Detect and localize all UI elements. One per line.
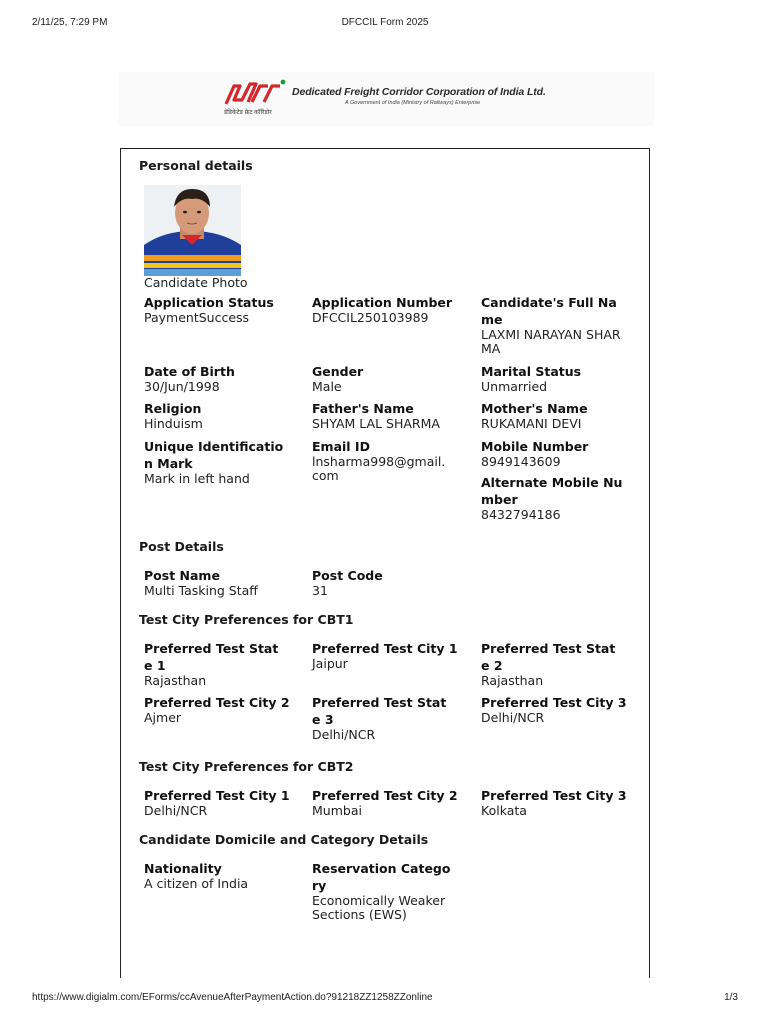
field-identification-mark [144, 438, 284, 486]
field-label: Father's Name [312, 401, 414, 416]
print-header [32, 17, 738, 31]
field-label: Gender [312, 364, 364, 379]
field-label: Reservation Category [312, 861, 451, 893]
field-cbt1-state-3 [312, 694, 454, 742]
field-full-name [481, 294, 623, 356]
section-title-personal: Personal details [139, 158, 253, 173]
field-value: lnsharma998@gmail.com [312, 454, 446, 483]
field-marital-status [481, 363, 631, 394]
field-value: Rajasthan [144, 673, 207, 688]
field-value: Unmarried [481, 379, 548, 394]
field-label: Email ID [312, 439, 370, 454]
logo-banner [118, 72, 654, 126]
field-value: Multi Tasking Staff [144, 583, 258, 598]
page-url-link[interactable]: https://www.digialm.com/EForms/ccAvenueAfterPaymentAction.do?91218ZZ1258ZZonline [32, 992, 433, 1003]
photo-caption: Candidate Photo [144, 275, 248, 290]
field-value: Hinduism [144, 416, 203, 431]
page-number: 1/3 [724, 992, 738, 1003]
field-label: Preferred Test City 1 [312, 641, 458, 656]
field-fathers-name [312, 400, 462, 431]
field-religion [144, 400, 294, 431]
field-value: Rajasthan [481, 673, 544, 688]
field-value: Delhi/NCR [144, 803, 208, 818]
candidate-photo-image [144, 185, 241, 276]
field-label: Application Number [312, 295, 453, 310]
field-value: Delhi/NCR [312, 727, 376, 742]
organization-name: Dedicated Freight Corridor Corporation of India Ltd. [292, 86, 546, 98]
field-cbt1-state-2 [481, 640, 623, 688]
field-value: Economically Weaker Sections (EWS) [312, 893, 446, 922]
field-value: Kolkata [481, 803, 527, 818]
field-value: Ajmer [144, 710, 182, 725]
field-cbt1-state-1 [144, 640, 286, 688]
field-value: Mark in left hand [144, 471, 250, 486]
section-title-cbt1: Test City Preferences for CBT1 [139, 612, 354, 627]
field-label: Preferred Test State 1 [144, 641, 279, 673]
field-label: Preferred Test State 2 [481, 641, 616, 673]
field-cbt1-city-1 [312, 640, 462, 671]
field-label: Preferred Test City 2 [312, 788, 458, 803]
field-value: 8432794186 [481, 507, 561, 522]
field-label: Preferred Test State 3 [312, 695, 447, 727]
section-title-cbt2: Test City Preferences for CBT2 [139, 759, 354, 774]
field-label: Marital Status [481, 364, 582, 379]
field-label: Application Status [144, 295, 274, 310]
field-cbt1-city-2 [144, 694, 294, 725]
field-label: Preferred Test City 2 [144, 695, 290, 710]
field-value: Jaipur [312, 656, 348, 671]
field-cbt2-city-3 [481, 787, 631, 818]
field-mobile-number [481, 438, 631, 469]
field-value: A citizen of India [144, 876, 249, 891]
field-alternate-mobile [481, 474, 623, 522]
section-title-domicile: Candidate Domicile and Category Details [139, 832, 429, 847]
field-label: Preferred Test City 1 [144, 788, 290, 803]
print-footer [32, 992, 738, 1006]
field-value: 8949143609 [481, 454, 561, 469]
field-nationality [144, 860, 294, 891]
field-value: RUKAMANI DEVI [481, 416, 582, 431]
field-label: Religion [144, 401, 202, 416]
field-cbt2-city-2 [312, 787, 462, 818]
field-value: 31 [312, 583, 328, 598]
field-value: 30/Jun/1998 [144, 379, 220, 394]
field-value: Mumbai [312, 803, 362, 818]
field-value: Delhi/NCR [481, 710, 545, 725]
field-label: Nationality [144, 861, 222, 876]
field-gender [312, 363, 462, 394]
field-value: DFCCIL250103989 [312, 310, 429, 325]
field-value: PaymentSuccess [144, 310, 250, 325]
field-label: Preferred Test City 3 [481, 788, 627, 803]
print-title: DFCCIL Form 2025 [341, 17, 429, 28]
field-date-of-birth [144, 363, 294, 394]
field-value: Male [312, 379, 342, 394]
field-label: Date of Birth [144, 364, 235, 379]
field-application-status [144, 294, 294, 325]
section-title-post: Post Details [139, 539, 224, 554]
print-datetime: 2/11/25, 7:29 PM [32, 17, 108, 28]
field-label: Mother's Name [481, 401, 588, 416]
logo-hindi-text: डेडिकेटेड फ्रेट कॉरिडोर [224, 109, 272, 116]
field-label: Unique Identification Mark [144, 439, 284, 471]
field-label: Post Code [312, 568, 383, 583]
field-post-name [144, 567, 294, 598]
field-mothers-name [481, 400, 631, 431]
field-label: Candidate's Full Name [481, 295, 617, 327]
field-cbt1-city-3 [481, 694, 631, 725]
field-label: Preferred Test City 3 [481, 695, 627, 710]
field-label: Mobile Number [481, 439, 589, 454]
field-label: Post Name [144, 568, 220, 583]
field-value: SHYAM LAL SHARMA [312, 416, 440, 431]
field-cbt2-city-1 [144, 787, 294, 818]
field-reservation-category [312, 860, 454, 922]
organization-subtitle: A Government of India (Ministry of Railways) Enterprise [345, 100, 481, 106]
field-application-number [312, 294, 462, 325]
field-label: Alternate Mobile Number [481, 475, 623, 507]
candidate-photo [144, 185, 241, 276]
field-value: LAXMI NARAYAN SHARMA [481, 327, 621, 356]
field-email [312, 438, 452, 483]
field-post-code [312, 567, 462, 598]
